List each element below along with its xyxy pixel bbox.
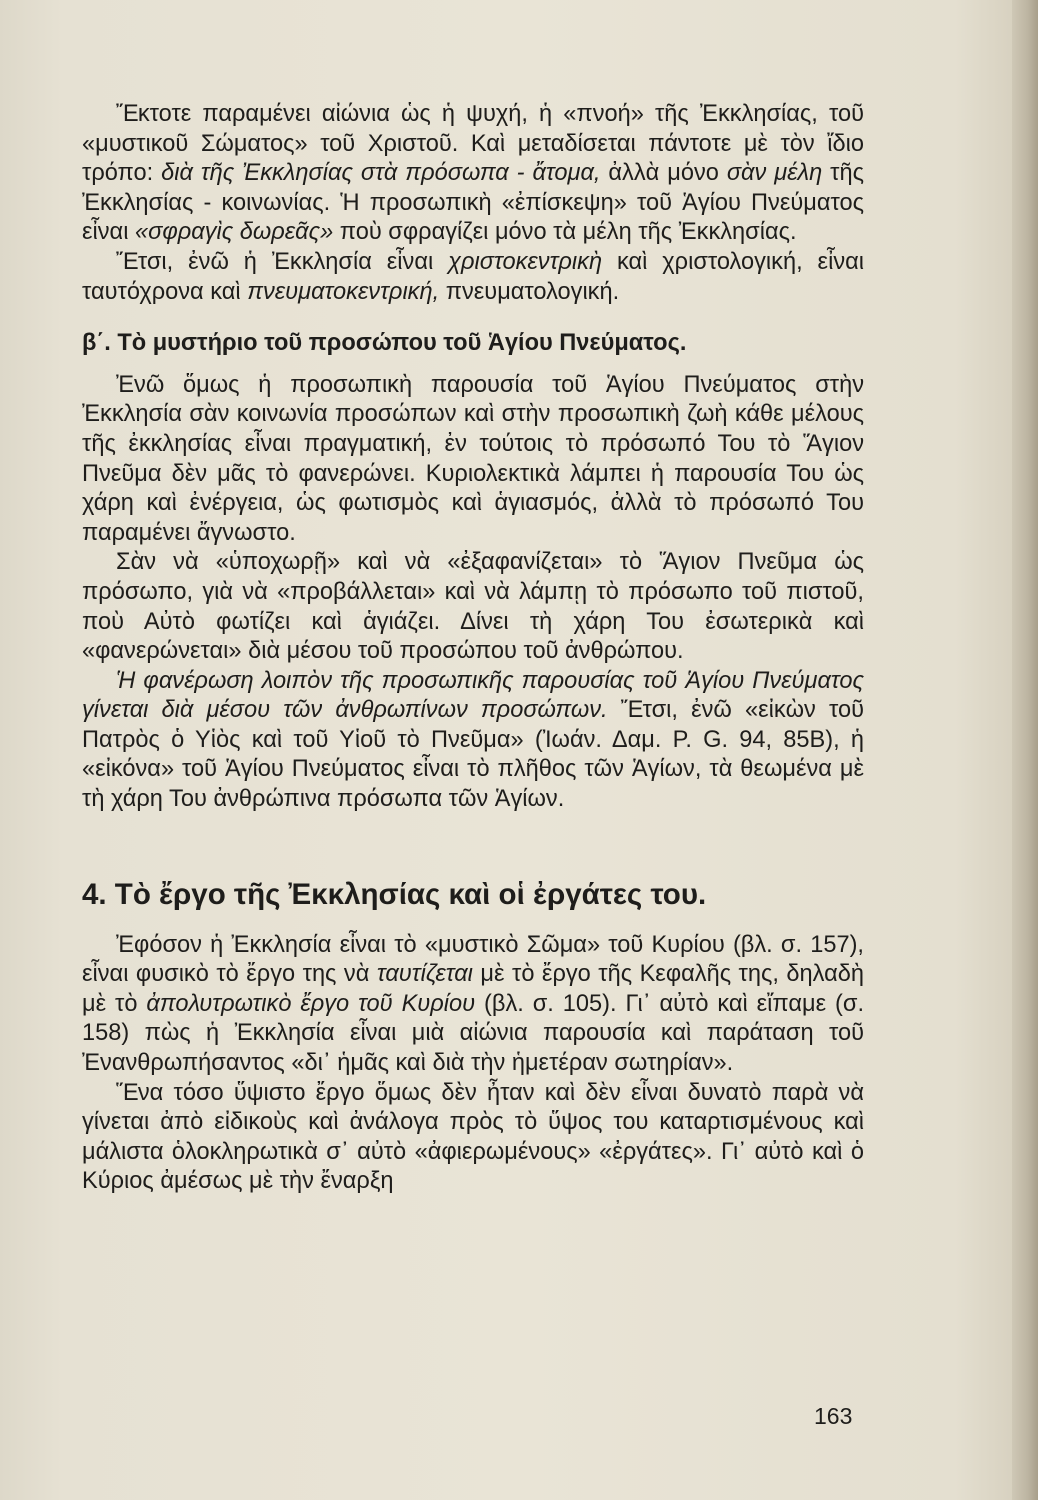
text-run: καὶ χριστολογική, εἶναι ταυτόχρονα καὶ [82,248,864,305]
page-body [82,100,864,1197]
text-run: Ἔτσι, ἐνῶ «εἰκὼν τοῦ Πατρὸς ὁ Υἱὸς καὶ τοῦ Υἱοῦ τὸ Πνεῦμα» (Ἰωάν. Δαμ. P. G. 94, 85B), ἡ «εἰκόνα» τοῦ Ἁγίου Πνεύματος εἶναι τὸ πλῆθος τῶν Ἁγίων, τὰ θεωμένα μὲ τὴ χάρη Του ἀνθρώπινα πρόσωπα τῶν Ἁγίων. [82,697,864,813]
text-run: μὲ τὸ ἔργο τῆς Κεφαλῆς της, δηλαδὴ μὲ τὸ [82,961,864,1017]
paragraph-3: Ἐνῶ ὅμως ἡ προσωπικὴ παρουσία τοῦ Ἁγίου Πνεύματος στὴν Ἐκκλησία σὰν κοινωνία προσώπων καὶ στὴν προσωπικὴ ζωὴ κάθε μέλους τῆς ἐκκλησίας εἶναι πραγματική, ἐν τούτοις τὸ πρόσωπό Του τὸ Ἅγιον Πνεῦμα δὲν μᾶς τὸ φανερώνει. Κυριολεκτικὰ λάμπει ἡ παρουσία Του ὡς χάρη καὶ ἐνέργεια, ὡς φωτισμὸς καὶ ἁγιασμός, ἀλλὰ τὸ πρόσωπό Του παραμένει ἄγνωστο. [82,371,864,546]
italic-run: Ἡ φανέρωση λοιπὸν τῆς προσωπικῆς παρουσίας τοῦ Ἁγίου Πνεύματος γίνεται διὰ μέσου τῶν ἀνθρωπίνων προσώπων. [82,667,864,724]
paragraph-1 [82,100,864,248]
text-run: (βλ. σ. 105). Γι᾽ αὐτὸ καὶ εἴπαμε (σ. 158) πὼς ἡ Ἐκκλησία εἶναι μιὰ αἰώνια παρουσία καὶ παράταση τοῦ Ἐνανθρωπήσαντος «δι᾽ ἡμᾶς καὶ διὰ τὴν ἡμετέραν σωτηρίαν». [82,990,865,1077]
text-run: πνευματολογική. [439,278,620,305]
paragraph-4: Σὰν νὰ «ὑποχωρῇ» καὶ νὰ «ἐξαφανίζεται» τὸ Ἅγιον Πνεῦμα ὡς πρόσωπο, γιὰ νὰ «προβάλλεται» καὶ νὰ λάμπῃ τὸ πρόσωπο τοῦ πιστοῦ, ποὺ Αὐτὸ φωτίζει καὶ ἁγιάζει. Δίνει τὴ χάρη Του ἐσωτερικὰ καὶ «φανερώνεται» διὰ μέσου τοῦ προσώπου τοῦ ἀνθρώπου. [82,549,864,665]
text-run: Ἐφόσον ἡ Ἐκκλησία εἶναι τὸ «μυστικὸ Σῶμα» τοῦ Κυρίου (βλ. σ. 157), εἶναι φυσικὸ τὸ ἔργο της νὰ [82,931,864,988]
italic-run: διὰ τῆς Ἐκκλησίας στὰ πρόσωπα - ἄτομα, [161,160,601,187]
italic-run: χριστοκεντρικὴ [448,248,603,275]
paragraph-5 [82,667,864,815]
text-run: ποὺ σφραγίζει μόνο τὰ μέλη τῆς Ἐκκλησίας. [333,219,797,246]
italic-run: «σφραγὶς δωρεᾶς» [135,219,334,246]
italic-run: σὰν μέλη [726,160,823,187]
section-subheading: β΄. Τὸ μυστήριο τοῦ προσώπου τοῦ Ἁγίου Πνεύματος. [82,330,687,357]
text-run: ἀλλὰ μόνο [600,160,727,187]
page-number: 163 [814,1403,853,1429]
paragraph-7: Ἕνα τόσο ὕψιστο ἔργο ὅμως δὲν ἦταν καὶ δὲν εἶναι δυνατὸ παρὰ νὰ γίνεται ἀπὸ εἰδικοὺς καὶ ἀνάλογα πρὸς τὸ ὕψος του καταρτισμένους καὶ μάλιστα ὁλοκληρωτικὰ σ᾽ αὐτὸ «ἀφιερωμένους» «ἐργάτες». Γι᾽ αὐτὸ καὶ ὁ Κύριος ἀμέσως μὲ τὴν ἔναρξη [82,1079,864,1195]
paragraph-6 [82,931,864,1079]
text-run: τῆς Ἐκκλησίας - κοινωνίας. Ἡ προσωπικὴ «ἐπίσκεψη» τοῦ Ἁγίου Πνεύματος εἶναι [82,160,864,246]
page-edge-shadow [1012,0,1038,1500]
italic-run: ταυτίζεται [376,961,473,988]
paragraph-2 [82,248,864,307]
chapter-heading: 4. Τὸ ἔργο τῆς Ἐκκλησίας καὶ οἱ ἐργάτες του. [82,877,707,911]
italic-run: ἀπολυτρωτικὸ ἔργο τοῦ Κυρίου [146,990,476,1017]
text-run: Ἔκτοτε παραμένει αἰώνια ὡς ἡ ψυχή, ἡ «πνοή» τῆς Ἐκκλησίας, τοῦ «μυστικοῦ Σώματος» τοῦ Χριστοῦ. Καὶ μεταδίσεται πάντοτε μὲ τὸν ἴδιο τρόπο: [82,101,864,187]
text-run: Ἔτσι, ἐνῶ ἡ Ἐκκλησία εἶναι [116,248,449,275]
italic-run: πνευματοκεντρική, [247,278,440,305]
